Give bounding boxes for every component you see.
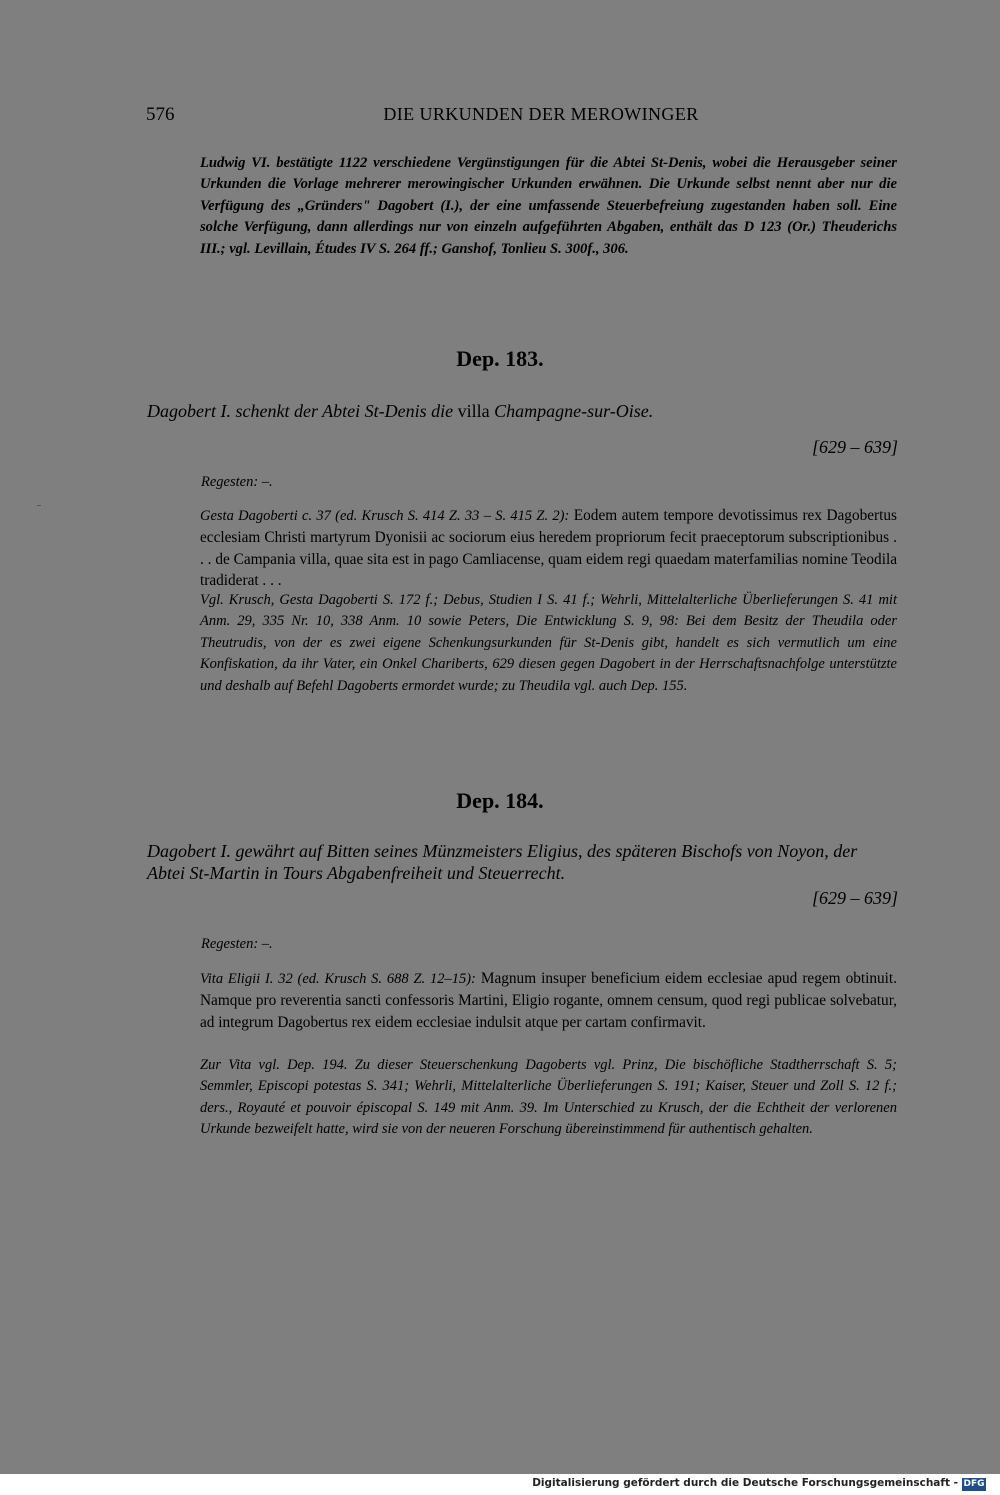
source-reference: Gesta Dagoberti c. 37 (ed. Krusch S. 414 Z. 33 – S. 415 Z. 2): — [200, 508, 570, 524]
notes-dep-183: Vgl. Krusch, Gesta Dagoberti S. 172 f.; Debus, Studien I S. 41 f.; Wehrli, Mittelalterliche Überlieferungen S. 41 mit Anm. 29, 335 Nr. 10, 338 Anm. 10 sowie Peters, Die Entwicklung S. 9, 98: Bei dem Besitz der Theudila oder Theutrudis, von der es zwei eigene Schenkungsurkunden für St-Denis gibt, handelt es sich vermutlich um eine Konfiskation, da ihr Vater, ein Onkel Chariberts, 629 diesen gegen Dagobert in der Herrschaftsnachfolge unterstützte und deshalb auf Befehl Dagoberts ermordet wurde; zu Theudila vgl. auch Dep. 155. — [200, 592, 897, 694]
entry-summary-dep-183 — [147, 400, 897, 422]
scan-artifact — [37, 505, 41, 506]
summary-text: Dagobert I. gewährt auf Bitten seines Münzmeisters Eligius, des späteren Bischofs von Noyon, der Abtei St-Martin in Tours Abgabenfreiheit und Steuerrecht. — [147, 841, 858, 883]
regesten-dep-183: Regesten: –. — [201, 474, 273, 490]
entry-heading-dep-184: Dep. 184. — [456, 788, 544, 813]
summary-text: Dagobert I. schenkt der Abtei St-Denis die — [147, 401, 458, 421]
entry-date-dep-184: [629 – 639] — [811, 888, 898, 908]
source-latin-text: Magnum insuper beneficium eidem ecclesiae apud regem obtinuit. Namque pro reverentia sancti confessoris Martini, Eligio rogante, omnem censum, quod regi publicae solvebatur, ad integrum Dagobertus rex eidem ecclesiae indulsit atque per cartam confirmavit. — [200, 970, 897, 1031]
funding-credit: Digitalisierung gefördert durch die Deutsche Forschungsgemeinschaft - — [532, 1477, 958, 1489]
running-title: DIE URKUNDEN DER MEROWINGER — [383, 104, 699, 124]
page-number: 576 — [146, 104, 175, 125]
footer-bar — [0, 1474, 1000, 1495]
summary-roman-word: villa — [457, 401, 490, 421]
source-quote-dep-183 — [200, 505, 897, 592]
entry-summary-dep-184 — [147, 840, 897, 884]
page-header — [146, 104, 896, 132]
entry-date-dep-183: [629 – 639] — [811, 437, 898, 457]
source-quote-dep-184 — [200, 968, 897, 1033]
entry-heading-dep-183: Dep. 183. — [456, 346, 544, 371]
intro-note: Ludwig VI. bestätigte 1122 verschiedene Vergünstigungen für die Abtei St-Denis, wobei die Herausgeber seiner Urkunden die Vorlage mehrerer merowingischer Urkunden erwähnen. Die Urkunde selbst nennt aber nur die Verfügung des „Gründers" Dagobert (I.), der eine umfassende Steuerbefreiung zugestanden haben soll. Eine solche Verfügung, dann allerdings nur von einzeln aufgeführten Abgaben, enthält das D 123 (Or.) Theuderichs III.; vgl. Levillain, Études IV S. 264 ff.; Ganshof, Tonlieu S. 300f., 306. — [200, 155, 897, 257]
notes-dep-184: Zur Vita vgl. Dep. 194. Zu dieser Steuerschenkung Dagoberts vgl. Prinz, Die bischöfliche Stadtherrschaft S. 5; Semmler, Episcopi potestas S. 341; Wehrli, Mittelalterliche Überlieferungen S. 191; Kaiser, Steuer und Zoll S. 12 f.; ders., Royauté et pouvoir épiscopal S. 149 mit Anm. 39. Im Unterschied zu Krusch, der die Echtheit der verlorenen Urkunde bezweifelt hatte, wird sie von der neueren Forschung übereinstimmend für authentisch gehalten. — [200, 1057, 897, 1138]
regesten-dep-184: Regesten: –. — [201, 936, 273, 952]
dfg-logo: DFG — [963, 1479, 985, 1489]
summary-text-end: Champagne-sur-Oise. — [489, 401, 654, 421]
source-reference: Vita Eligii I. 32 (ed. Krusch S. 688 Z. 12–15): — [200, 971, 476, 987]
source-latin-text: Eodem autem tempore devotissimus rex Dagobertus ecclesiam Christi martyrum Dyonisii ac sociorum eius heredem propriorum fecit praeceptorum subscriptionibus . . . de Campania villa, quae sita est in pago Camliacense, quam eidem regi quaedam materfamilias nomine Teodila tradiderat . . . — [200, 507, 897, 590]
